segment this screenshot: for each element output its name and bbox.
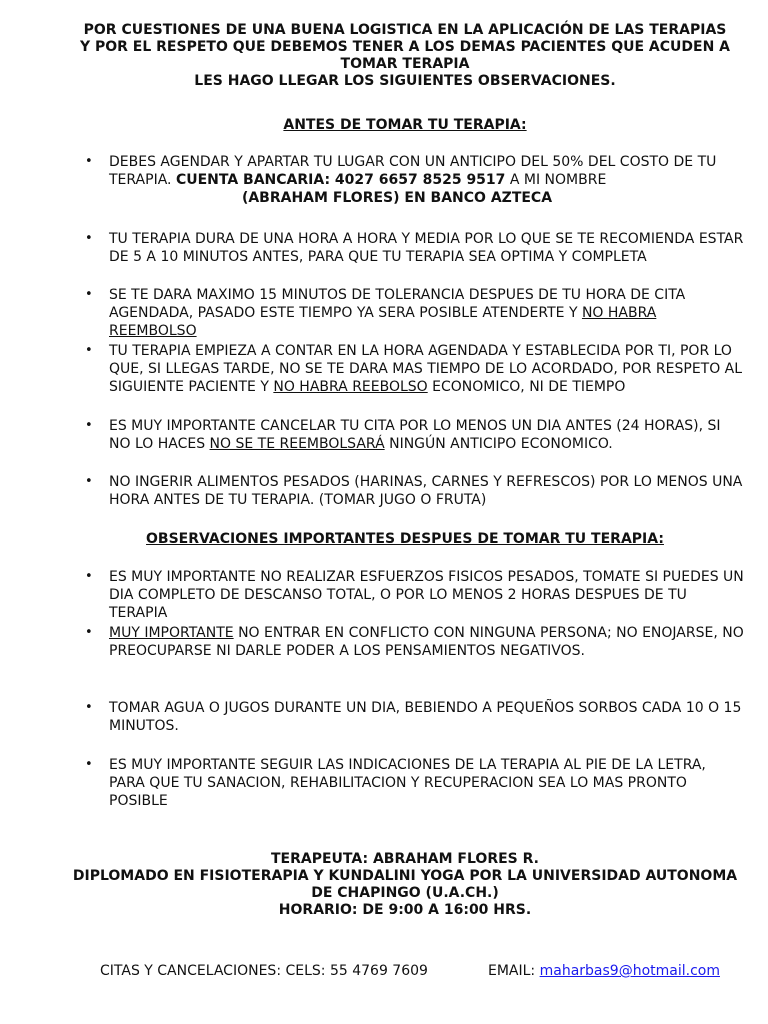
- before-therapy-title: ANTES DE TOMAR TU TERAPIA:: [283, 117, 527, 133]
- header-line-1: POR CUESTIONES DE UNA BUENA LOGISTICA EN LA APLICACIÓN DE LAS TERAPIAS: [83, 22, 727, 38]
- late-arrival-tail: ECONOMICO, NI DE TIEMPO: [427, 379, 626, 395]
- email-label: EMAIL:: [488, 963, 540, 979]
- after-therapy-title: OBSERVACIONES IMPORTANTES DESPUES DE TOMAR TU TERAPIA:: [146, 531, 664, 547]
- therapist-name: TERAPEUTA: ABRAHAM FLORES R.: [271, 851, 539, 867]
- list-item: [85, 756, 745, 810]
- list-item: [85, 699, 745, 735]
- list-item-text: TOMAR AGUA O JUGOS DURANTE UN DIA, BEBIENDO A PEQUEÑOS SORBOS CADA 10 O 15 MINUTOS.: [109, 700, 742, 734]
- bullet-dot-icon: •: [85, 418, 93, 433]
- list-item-text: [109, 153, 745, 207]
- bullet-dot-icon: •: [85, 474, 93, 489]
- list-item: [85, 624, 745, 660]
- contact-email: [488, 963, 720, 980]
- list-item: [85, 568, 745, 622]
- tolerance-text: SE TE DARA MAXIMO 15 MINUTOS DE TOLERANCIA DESPUES DE TU HORA DE CITA AGENDADA, PASADO ESTE TIEMPO YA SERA POSIBLE ATENDERTE Y: [109, 287, 686, 321]
- cancellation-text: ES MUY IMPORTANTE CANCELAR TU CITA POR LO MENOS UN DIA ANTES (24 HORAS), SI NO LO HACES: [109, 418, 721, 452]
- bullet-dot-icon: •: [85, 700, 93, 715]
- bullet-dot-icon: •: [85, 757, 93, 772]
- very-important-label: MUY IMPORTANTE: [109, 625, 234, 641]
- diploma-line-2: DE CHAPINGO (U.A.CH.): [311, 885, 499, 901]
- list-item-text: TU TERAPIA DURA DE UNA HORA A HORA Y MEDIA POR LO QUE SE TE RECOMIENDA ESTAR DE 5 A 10 MINUTOS ANTES, PARA QUE TU TERAPIA SEA OPTIMA Y COMPLETA: [109, 231, 744, 265]
- schedule: HORARIO: DE 9:00 A 16:00 HRS.: [278, 902, 532, 918]
- no-refund-note: NO HABRA REEBOLSO: [273, 379, 428, 395]
- bank-account: CUENTA BANCARIA: 4027 6657 8525 9517: [175, 172, 506, 188]
- deposit-text: DEBES AGENDAR Y APARTAR TU LUGAR CON UN ANTICIPO DEL 50% DEL COSTO DE TU TERAPIA.: [109, 154, 717, 188]
- no-refund-note: NO SE TE REEMBOLSARÁ: [209, 436, 385, 452]
- list-item-text: NO INGERIR ALIMENTOS PESADOS (HARINAS, CARNES Y REFRESCOS) POR LO MENOS UNA HORA ANTES DE TU TERAPIA. (TOMAR JUGO O FRUTA): [109, 474, 743, 508]
- list-item-text: [109, 342, 745, 396]
- list-item-text: ES MUY IMPORTANTE SEGUIR LAS INDICACIONES DE LA TERAPIA AL PIE DE LA LETRA, PARA QUE TU SANACION, REHABILITACION Y RECUPERACION SEA LO MAS PRONTO POSIBLE: [109, 757, 706, 809]
- list-item-text: [109, 417, 745, 453]
- list-item: [85, 342, 745, 396]
- header-line-2: Y POR EL RESPETO QUE DEBEMOS TENER A LOS DEMAS PACIENTES QUE ACUDEN A: [79, 39, 731, 55]
- list-item-text: [109, 624, 745, 660]
- list-item: [85, 153, 745, 207]
- header-line-4: LES HAGO LLEGAR LOS SIGUIENTES OBSERVACIONES.: [194, 73, 616, 89]
- no-refund-note: NO HABRA REEMBOLSO: [109, 305, 657, 339]
- bullet-dot-icon: •: [85, 287, 93, 302]
- therapist-info: [40, 851, 768, 919]
- bullet-dot-icon: •: [85, 343, 93, 358]
- bullet-dot-icon: •: [85, 569, 93, 584]
- header-line-3: TOMAR TERAPIA: [340, 56, 470, 72]
- diploma-line-1: DIPLOMADO EN FISIOTERAPIA Y KUNDALINI YOGA POR LA UNIVERSIDAD AUTONOMA: [72, 868, 738, 884]
- bullet-dot-icon: •: [85, 625, 93, 640]
- list-item: [85, 473, 745, 509]
- document-header: [60, 22, 750, 90]
- list-item: [85, 286, 745, 340]
- list-item-text: [109, 286, 745, 340]
- no-conflict-text: NO ENTRAR EN CONFLICTO CON NINGUNA PERSONA; NO ENOJARSE, NO PREOCUPARSE NI DARLE PODER A LOS PENSAMIENTOS NEGATIVOS.: [109, 625, 744, 659]
- list-item: [85, 417, 745, 453]
- contact-phones: CITAS Y CANCELACIONES: CELS: 55 4769 7609: [100, 963, 428, 979]
- cancellation-tail: NINGÚN ANTICIPO ECONOMICO.: [384, 436, 613, 452]
- email-link[interactable]: maharbas9@hotmail.com: [539, 963, 720, 979]
- bank-holder: (ABRAHAM FLORES) EN BANCO AZTECA: [241, 190, 553, 206]
- bullet-dot-icon: •: [85, 154, 93, 169]
- bullet-dot-icon: •: [85, 231, 93, 246]
- list-item: [85, 230, 745, 266]
- deposit-name-text: A MI NOMBRE: [505, 172, 607, 188]
- late-arrival-text: TU TERAPIA EMPIEZA A CONTAR EN LA HORA AGENDADA Y ESTABLECIDA POR TI, POR LO QUE, SI LLEGAS TARDE, NO SE TE DARA MAS TIEMPO DE LO ACORDADO, POR RESPETO AL SIGUIENTE PACIENTE Y: [109, 343, 743, 395]
- list-item-text: ES MUY IMPORTANTE NO REALIZAR ESFUERZOS FISICOS PESADOS, TOMATE SI PUEDES UN DIA COMPLETO DE DESCANSO TOTAL, O POR LO MENOS 2 HORAS DESPUES DE TU TERAPIA: [109, 569, 744, 621]
